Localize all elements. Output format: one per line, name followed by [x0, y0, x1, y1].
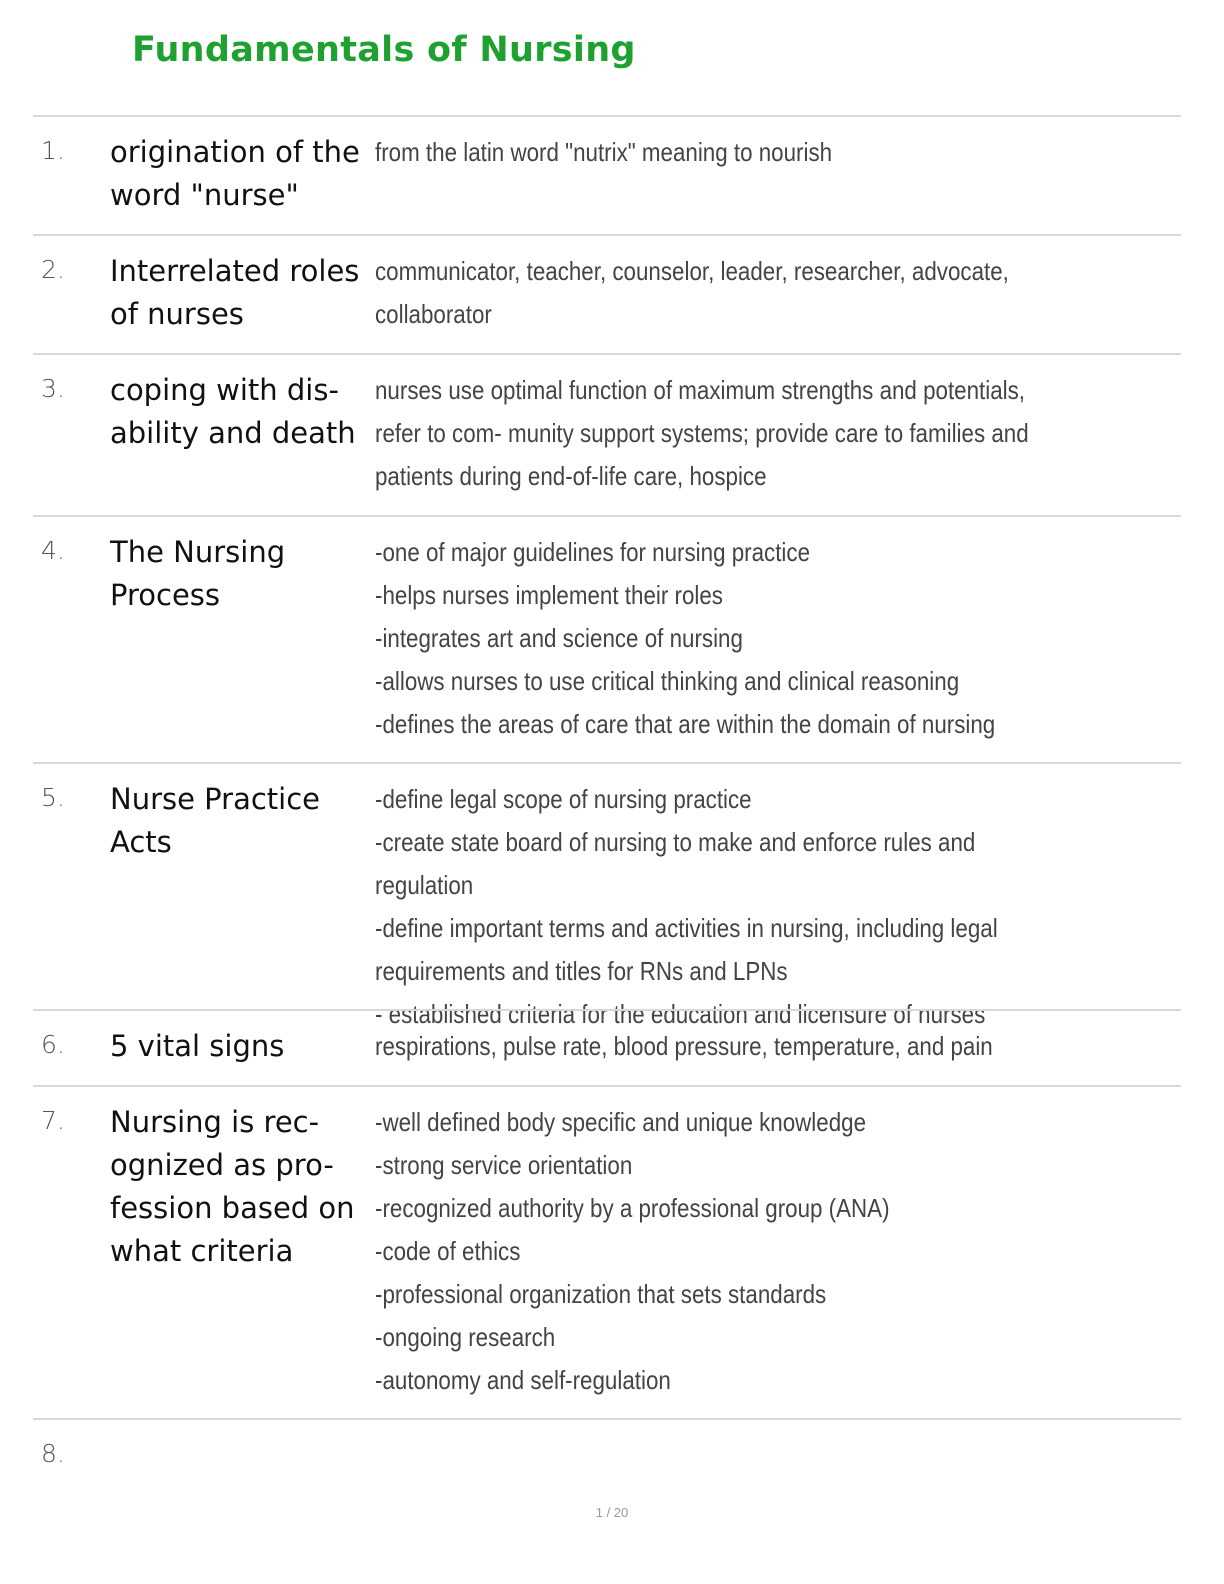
card-number: 5. [41, 783, 65, 812]
flashcard-row [33, 762, 1181, 1029]
card-definition [375, 531, 1068, 744]
flashcard-row [33, 353, 1181, 515]
definition-line: nurses use optimal function of maximum strengths and potentials, refer to com- munity support systems; provide care to families and patients during end-of-life care, hospice [375, 375, 1029, 491]
definition-line: respirations, pulse rate, blood pressure, temperature, and pain [375, 1031, 993, 1061]
definition-line: -professional organization that sets standards [375, 1279, 827, 1309]
definition-line: -defines the areas of care that are within the domain of nursing [375, 709, 996, 739]
flashcard-row [33, 1085, 1181, 1418]
definition-line: -strong service orientation [375, 1150, 633, 1180]
definition-line: -ongoing research [375, 1322, 556, 1352]
page-title: Fundamentals of Nursing [132, 30, 636, 70]
definition-line: -helps nurses implement their roles [375, 580, 723, 610]
definition-line: -create state board of nursing to make and enforce rules and regulation [375, 827, 976, 900]
definition-line: -integrates art and science of nursing [375, 623, 743, 653]
card-definition [375, 1025, 1068, 1067]
card-term: Nurse Practice Acts [110, 782, 320, 859]
page-indicator: 1 / 20 [595, 1505, 629, 1520]
card-number: 6. [41, 1030, 65, 1059]
definition-line: -define legal scope of nursing practice [375, 784, 752, 814]
card-definition [375, 250, 1068, 335]
flashcard-list [33, 115, 1181, 1492]
flashcard-row [33, 1418, 1181, 1492]
card-number: 1. [41, 136, 65, 165]
card-term: The Nursing Process [110, 535, 286, 612]
flashcard-row [33, 1009, 1181, 1085]
definition-line: -code of ethics [375, 1236, 521, 1266]
card-definition [375, 131, 1068, 216]
definition-line: -define important terms and activities in nursing, including legal requirements and titles for RNs and LPNs [375, 913, 998, 986]
card-definition [375, 1434, 1068, 1474]
card-number: 4. [41, 536, 65, 565]
card-number: 8. [41, 1439, 65, 1468]
card-term: Interrelated roles of nurses [110, 254, 360, 331]
card-definition [375, 778, 1068, 1029]
card-number: 3. [41, 374, 65, 403]
definition-line: -autonomy and self-regulation [375, 1365, 671, 1395]
card-term: origination of the word "nurse" [110, 135, 360, 212]
definition-line: communicator, teacher, counselor, leader, researcher, advocate, collaborator [375, 256, 1009, 329]
card-term: 5 vital signs [110, 1029, 285, 1063]
definition-line: -well defined body specific and unique knowledge [375, 1107, 867, 1137]
card-term: coping with dis- ability and death [110, 373, 356, 450]
flashcard-row [33, 515, 1181, 762]
card-term: Nursing is rec- ognized as pro- fession based on what criteria [110, 1105, 355, 1268]
definition-line: - established criteria for the education and licensure of nurses [375, 999, 986, 1029]
definition-line: -recognized authority by a professional group (ANA) [375, 1193, 890, 1223]
card-definition [375, 1101, 1068, 1400]
card-number: 2. [41, 255, 65, 284]
definition-line: from the latin word "nutrix" meaning to nourish [375, 137, 833, 167]
flashcard-row [33, 115, 1181, 234]
card-definition [375, 369, 1068, 497]
definition-line: -allows nurses to use critical thinking and clinical reasoning [375, 666, 960, 696]
card-number: 7. [41, 1106, 65, 1135]
card-term [110, 1434, 375, 1474]
flashcard-row [33, 234, 1181, 353]
definition-line: -one of major guidelines for nursing practice [375, 537, 811, 567]
